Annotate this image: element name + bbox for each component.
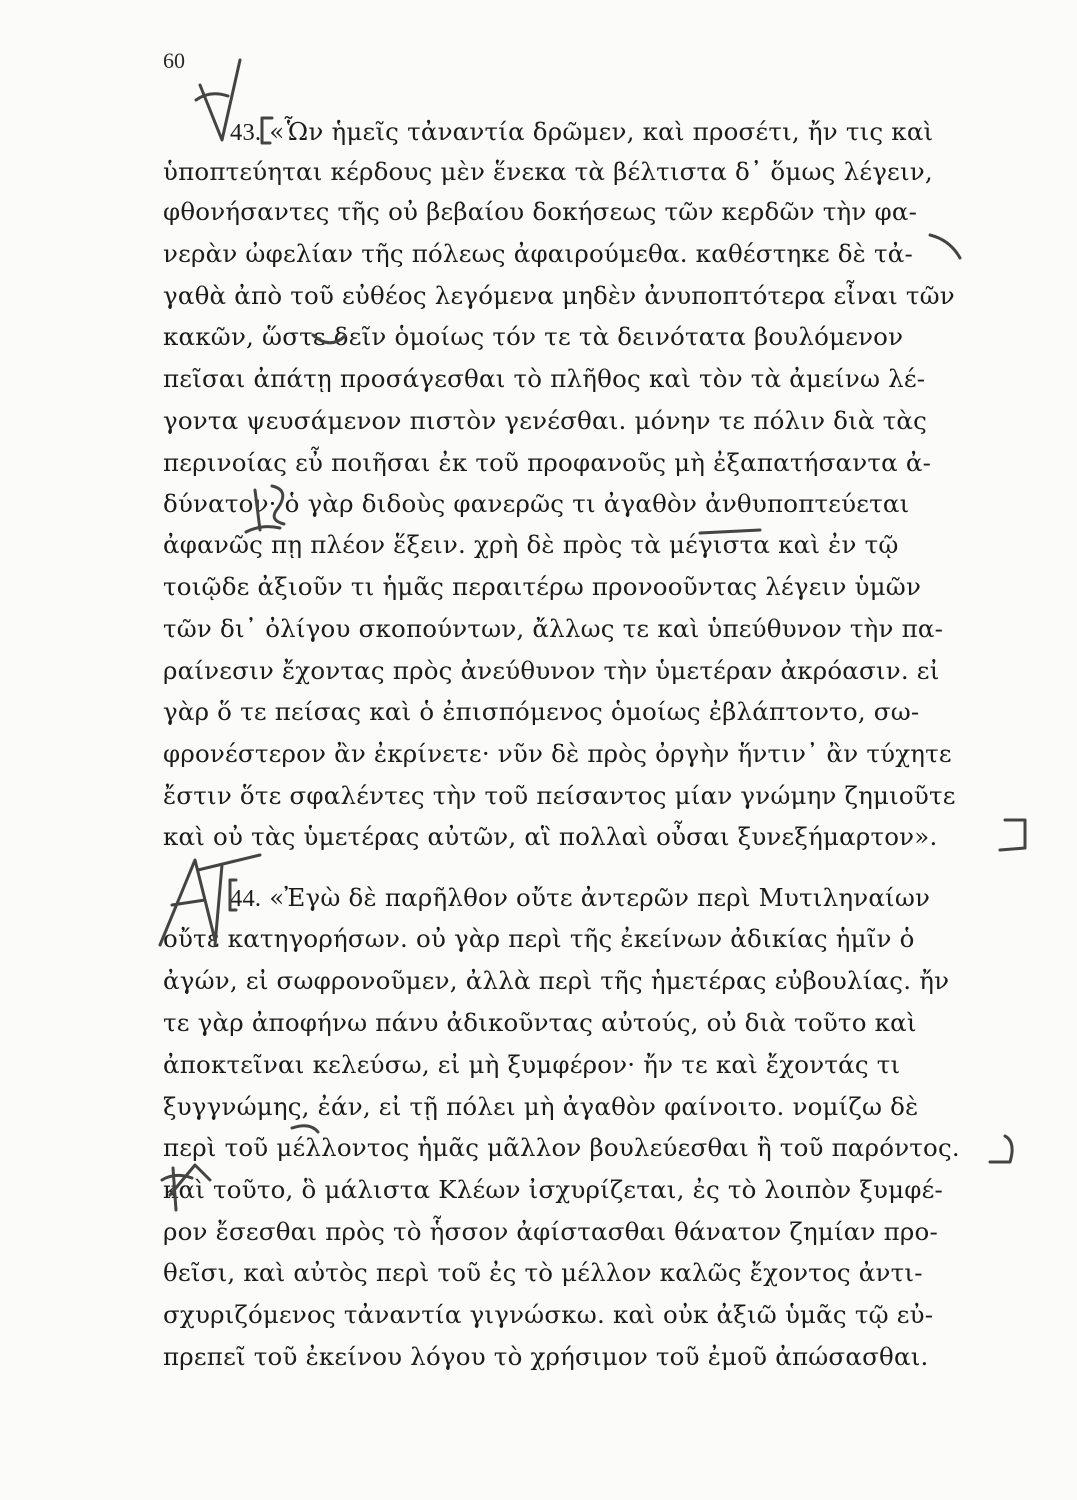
text-line: γὰρ ὅ τε πείσας καὶ ὁ ἐπισπόμενος ὁμοίως ἐβλάπτοντο, σω- (163, 697, 920, 726)
text-line: δύνατον· ὁ γὰρ διδοὺς φανερῶς τι ἀγαθὸν ἀνθυποπτεύεται (163, 489, 910, 518)
text-line: τε γὰρ ἀποφήνω πάνυ ἀδικοῦντας αὐτούς, οὐ διὰ τοῦτο καὶ (163, 1008, 917, 1037)
text-line: «Ὧν ἡμεῖς τἀναντία δρῶμεν, καὶ προσέτι, ἤν τις καὶ (269, 117, 934, 146)
text-line: ἀφανῶς πῃ πλέον ἕξειν. χρὴ δὲ πρὸς τὰ μέγιστα καὶ ἐν τῷ (163, 530, 899, 559)
pencil-scribble (196, 94, 228, 100)
text-line: πεῖσαι ἀπάτῃ προσάγεσθαι τὸ πλῆθος καὶ τὸν τὰ ἀμείνω λέ- (163, 364, 926, 393)
paragraph-number: 44. (230, 885, 262, 912)
text-line: ἀποκτεῖναι κελεύσω, εἰ μὴ ξυμφέρον· ἤν τε καὶ ἔχοντάς τι (163, 1050, 901, 1079)
page-number: 60 (163, 48, 185, 73)
text-line: τῶν δι᾽ ὀλίγου σκοπούντων, ἄλλως τε καὶ ὑπεύθυνον τὴν πα- (163, 614, 944, 643)
text-line: οὔτε κατηγορήσων. οὐ γὰρ περὶ τῆς ἐκείνων ἀδικίας ἡμῖν ὁ (163, 924, 915, 953)
text-line: ἀγών, εἰ σωφρονοῦμεν, ἀλλὰ περὶ τῆς ἡμετέρας εὐβουλίας. ἤν (163, 966, 950, 995)
paragraph-43-line-1 (230, 117, 982, 148)
text-line: φθονήσαντες τῆς οὐ βεβαίου δοκήσεως τῶν κερδῶν τὴν φα- (163, 197, 918, 226)
text-line: ξυγγνώμης, ἐάν, εἰ τῇ πόλει μὴ ἀγαθὸν φαίνοιτο. νομίζω δὲ (163, 1092, 919, 1121)
text-line: «Ἐγὼ δὲ παρῆλθον οὔτε ἀντερῶν περὶ Μυτιληναίων (269, 883, 931, 912)
text-line: ὑποπτεύηται κέρδους μὲν ἕνεκα τὰ βέλτιστα δ᾽ ὅμως λέγειν, (163, 157, 933, 186)
text-line: ραίνεσιν ἔχοντας πρὸς ἀνεύθυνον τὴν ὑμετέραν ἀκρόασιν. εἰ (163, 656, 940, 685)
text-line: πρεπεῖ τοῦ ἐκείνου λόγου τὸ χρήσιμον τοῦ ἐμοῦ ἀπώσασθαι. (163, 1342, 929, 1371)
text-line: περὶ τοῦ μέλλοντος ἡμᾶς μᾶλλον βουλεύεσθαι ἢ τοῦ παρόντος. (163, 1133, 960, 1162)
close-bracket-mark (990, 1136, 1012, 1162)
pencil-scribble (292, 1126, 318, 1132)
text-line: ἔστιν ὅτε σφαλέντες τὴν τοῦ πείσαντος μίαν γνώμην ζημιοῦτε (163, 781, 956, 810)
text-line: σχυριζόμενος τἀναντία γιγνώσκω. καὶ οὐκ ἀξιῶ ὑμᾶς τῷ εὐ- (163, 1300, 934, 1329)
text-line: τοιῷδε ἀξιοῦν τι ἡμᾶς περαιτέρω προνοοῦντας λέγειν ὑμῶν (163, 572, 922, 601)
paragraph-number: 43. (230, 119, 262, 146)
text-line: ρον ἔσεσθαι πρὸς τὸ ἧσσον ἀφίστασθαι θάνατον ζημίαν προ- (163, 1217, 938, 1246)
text-line: γοντα ψευσάμενον πιστὸν γενέσθαι. μόνην τε πόλιν διὰ τὰς (163, 406, 928, 435)
text-line: φρονέστερον ἂν ἐκρίνετε· νῦν δὲ πρὸς ὀργὴν ἥντιν᾽ ἂν τύχητε (163, 739, 952, 768)
text-line: νερὰν ὠφελίαν τῆς πόλεως ἀφαιρούμεθα. καθέστηκε δὲ τἀ- (163, 239, 913, 268)
text-line: κακῶν, ὥστε δεῖν ὁμοίως τόν τε τὰ δεινότατα βουλόμενον (163, 322, 904, 351)
text-line: καὶ τοῦτο, ὃ μάλιστα Κλέων ἰσχυρίζεται, ἐς τὸ λοιπὸν ξυμφέ- (163, 1175, 943, 1204)
text-line: περινοίας εὖ ποιῆσαι ἐκ τοῦ προφανοῦς μὴ ἐξαπατήσαντα ἀ- (163, 448, 932, 477)
close-bracket-mark (1000, 820, 1025, 850)
text-line: καὶ οὐ τὰς ὑμετέρας αὐτῶν, αἳ πολλαὶ οὖσαι ξυνεξήμαρτον». (163, 822, 938, 851)
text-line: θεῖσι, καὶ αὐτὸς περὶ τοῦ ἐς τὸ μέλλον καλῶς ἔχοντος ἀντι- (163, 1258, 923, 1287)
paragraph-44-line-1 (230, 883, 982, 914)
text-line: γαθὰ ἀπὸ τοῦ εὐθέος λεγόμενα μηδὲν ἀνυποπτότερα εἶναι τῶν (163, 281, 955, 310)
